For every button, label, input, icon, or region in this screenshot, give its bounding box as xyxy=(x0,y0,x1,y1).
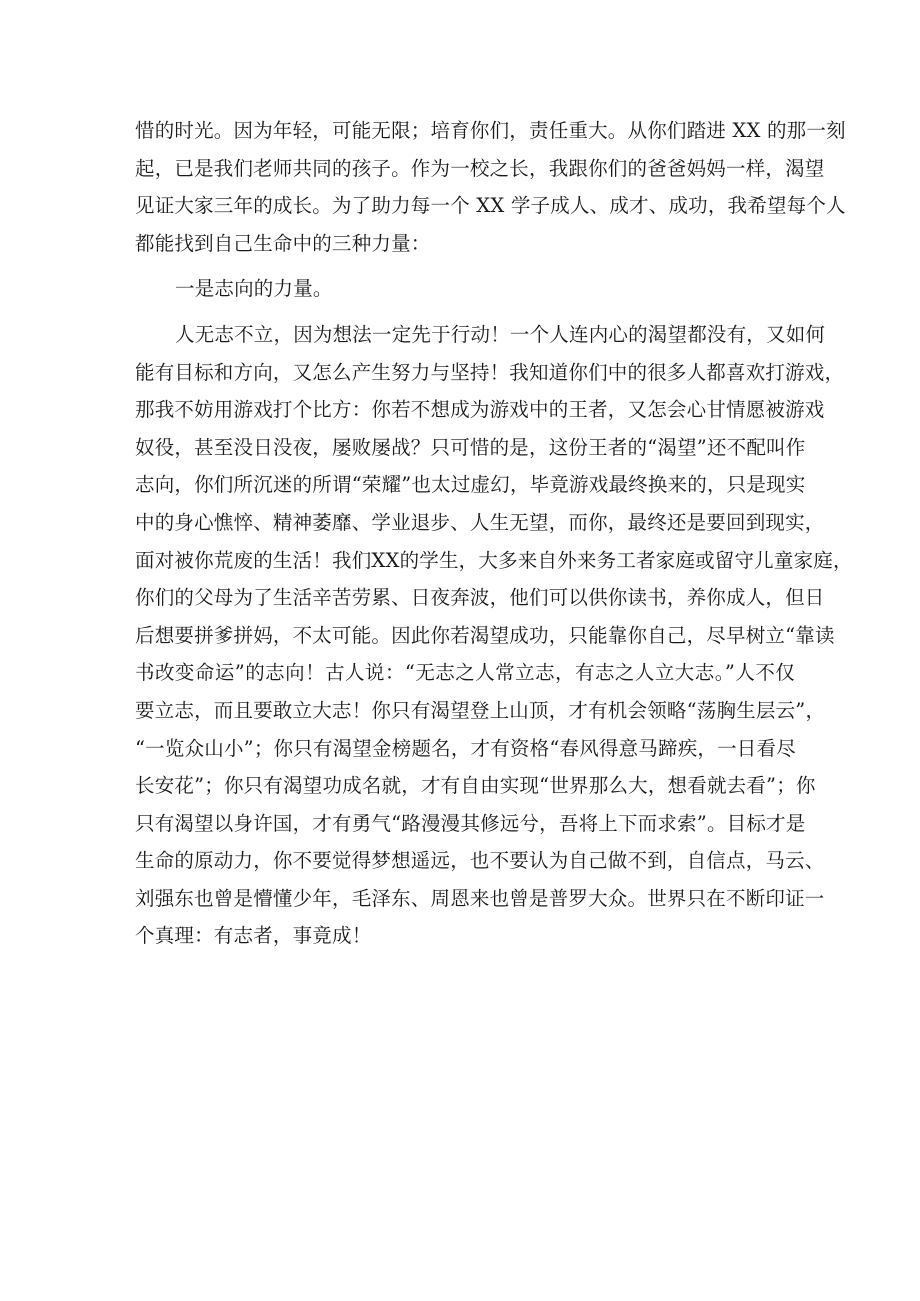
text-line: “一览众山小”；你只有渴望金榜题名，才有资格“春风得意马蹄疾，一日看尽 xyxy=(135,736,796,760)
text-line: 你们的父母为了生活辛苦劳累、日夜奔波，他们可以供你读书，养你成人，但日 xyxy=(135,586,825,610)
text-line: 中的身心憔悴、精神萎靡、学业退步、人生无望，而你，最终还是要回到现实， xyxy=(135,510,825,534)
paragraph-gap xyxy=(135,308,795,316)
text-line: 只有渴望以身许国，才有勇气“路漫漫其修远兮，吾将上下而求索”。目标才是 xyxy=(135,811,806,835)
text-line: 那我不妨用游戏打个比方：你若不想成为游戏中的王者，又怎会心甘情愿被游戏 xyxy=(135,398,825,422)
text-line: 生命的原动力，你不要觉得梦想遥远，也不要认为自己做不到，自信点，马云、 xyxy=(135,849,825,873)
text-line: 要立志，而且要敢立大志！你只有渴望登上山顶，才有机会领略“荡胸生层云”， xyxy=(135,698,826,722)
document-body xyxy=(135,112,853,955)
text-line: 书改变命运”的志向！古人说：“无志之人常立志，有志之人立大志。”人不仅 xyxy=(135,661,795,685)
text-line: 见证大家三年的成长。为了助力每一个 XX 学子成人、成才、成功，我希望每个人 xyxy=(135,194,846,218)
text-line: 后想要拼爹拼妈，不太可能。因此你若渴望成功，只能靠你自己，尽早树立“靠读 xyxy=(135,623,835,647)
text-line: 能有目标和方向，又怎么产生努力与坚持！我知道你们中的很多人都喜欢打游戏， xyxy=(135,360,845,384)
text-line: 个真理：有志者，事竟成！ xyxy=(135,924,372,948)
section-heading: 一是志向的力量。 xyxy=(175,277,333,301)
text-line: 刘强东也曾是懵懂少年，毛泽东、周恩来也曾是普罗大众。世界只在不断印证一 xyxy=(135,886,825,910)
text-line: 惜的时光。因为年轻，可能无限；培育你们，责任重大。从你们踏进 XX 的那一刻 xyxy=(135,119,846,142)
paragraph-gap xyxy=(135,262,795,270)
text-line: 都能找到自己生命中的三种力量： xyxy=(135,231,431,255)
text-line: 志向，你们所沉迷的所谓“荣耀”也太过虚幻，毕竟游戏最终换来的，只是现实 xyxy=(135,473,806,497)
text-line: 奴役，甚至没日没夜，屡败屡战？只可惜的是，这份王者的“渴望”还不配叫作 xyxy=(135,435,806,459)
paragraph-ambition xyxy=(135,316,853,955)
text-line: 长安花”；你只有渴望功成名就，才有自由实现“世界那么大，想看就去看”；你 xyxy=(135,774,816,798)
text-line: 人无志不立，因为想法一定先于行动！一个人连内心的渴望都没有，又如何 xyxy=(175,322,826,346)
text-line: 面对被你荒废的生活！我们XX的学生，大多来自外来务工者家庭或留守儿童家庭， xyxy=(135,548,853,572)
paragraph-intro xyxy=(135,112,846,262)
text-line: 起，已是我们老师共同的孩子。作为一校之长，我跟你们的爸爸妈妈一样，渴望 xyxy=(135,156,825,180)
